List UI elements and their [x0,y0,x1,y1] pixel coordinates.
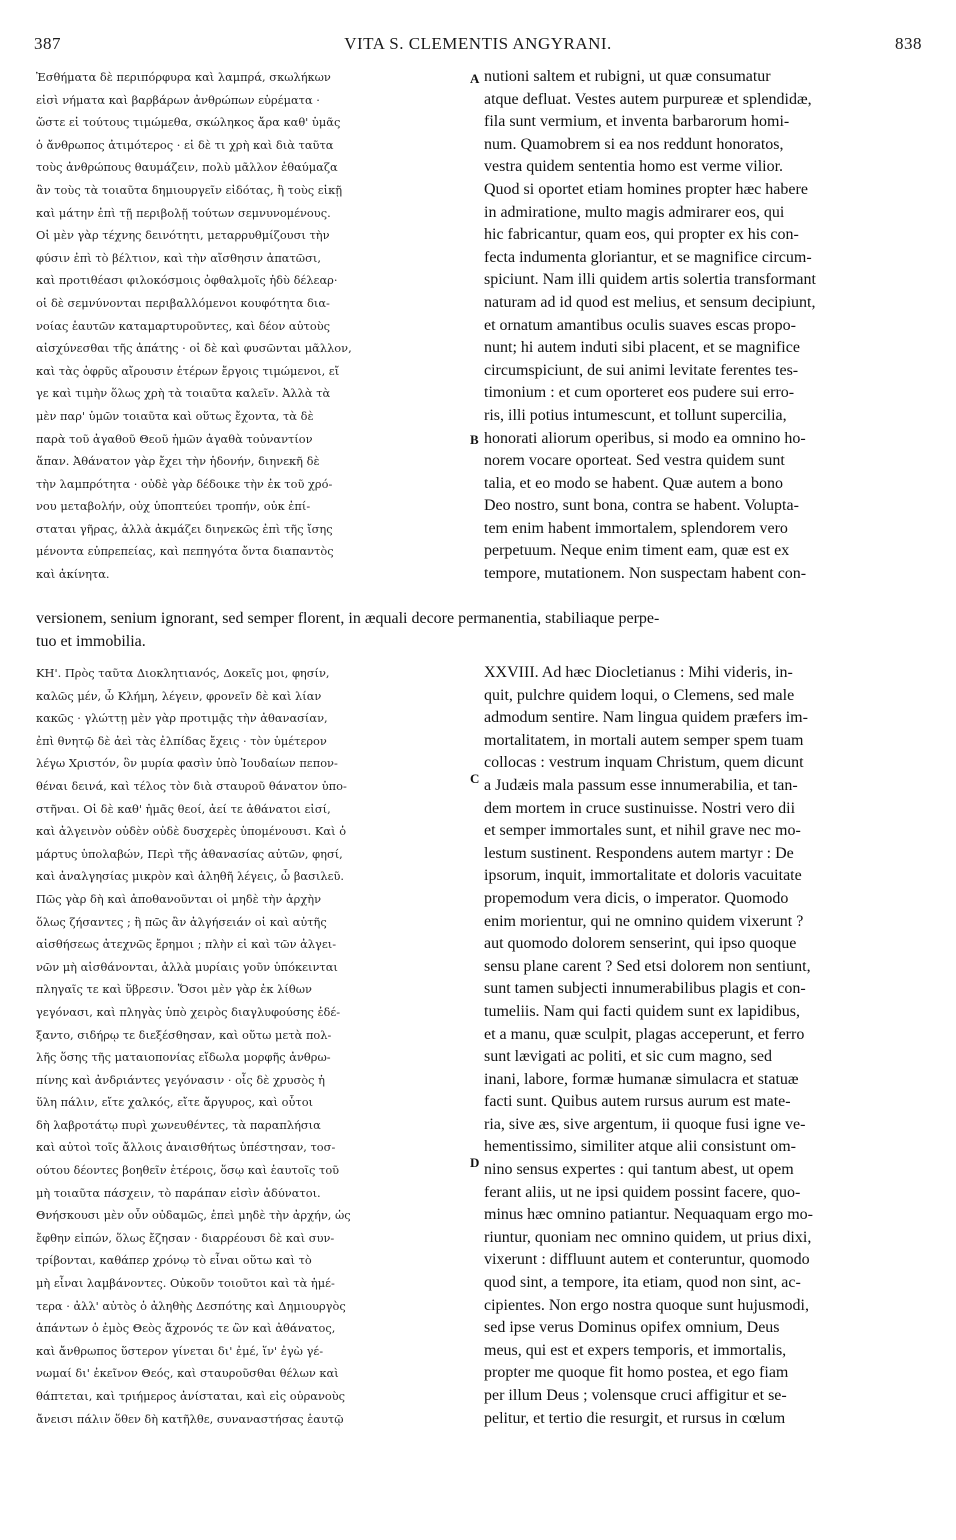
latin-line: honorati aliorum operibus, si modo ea omnino ho- [484,429,806,447]
greek-line: Οἱ μὲν γὰρ τέχνης δεινότητι, μεταρρυθμίζουσι τὴν [36,228,330,243]
greek-line: πληγαῖς τε καὶ ὕβρεσιν. Ὅσοι μὲν γὰρ ἐκ λίθων [36,982,312,997]
greek-line: τερα · ἀλλ' αὐτὸς ὁ ἀληθὴς Δεσπότης καὶ Δημιουργὸς [36,1298,346,1313]
full-width-continuation [36,608,922,653]
greek-line: κακῶς · γλώττῃ μὲν γὰρ προτιμᾷς τὴν ἀθανασίαν, [36,711,328,726]
latin-line: Quod si oportet etiam homines propter hæc habere [484,180,808,198]
greek-line: νωμαί δι' ἐκεῖνον Θεός, καὶ σταυροῦσθαι θέλων καὶ [36,1366,339,1381]
latin-line: sunt tamen subjecti innumerabilibus plagis et con- [484,980,806,998]
latin-line: Deo nostro, sunt bona, contra se habent. Volupta- [484,497,799,515]
latin-line: circumspiciunt, de sui animi levitate ferentes tes- [484,361,799,379]
greek-line: ὕλη πάλιν, εἴτε χαλκός, εἴτε ἄργυρος, καὶ οὗτοι [36,1095,314,1110]
latin-line: tempore, mutationem. Non suspectam habent con- [484,565,807,583]
latin-line: talia, et eo modo se habent. Quæ autem a bono [484,474,784,492]
greek-line: γε καὶ τιμὴν ὅλως χρὴ τὰ τοιαῦτα καλεῖν. Ἀλλὰ τὰ [36,386,331,401]
greek-line: στῆναι. Οἱ δὲ καθ' ἡμᾶς θεοί, ἀεί τε ἀθάνατοι εἰσί, [36,801,331,816]
latin-line: timonium : et cum oporteret eos pudere sui erro- [484,384,795,402]
greek-column-bottom [36,662,472,1430]
latin-line: a Judæis mala passum esse innumerabilia, et tan- [484,776,798,794]
latin-line: nunt; hi autem induti sibi placent, et se magnifice [484,339,800,357]
greek-line: μὴ τοιαῦτα πάσχειν, τὸ παράπαν εἰσὶν ἀδύνατοι. [36,1185,321,1200]
greek-line: νῶν μὴ αἰσθάνονται, ἀλλὰ μυρίαις γοῦν ὑπόκεινται [36,959,338,974]
greek-line: καὶ μάτην ἐπὶ τῇ περιβολῇ τούτων σεμνυνομένους. [36,205,331,220]
greek-line: ἂν τοὺς τὰ τοιαῦτα δημιουργεῖν εἰδότας, ἢ τοὺς εἰκῇ [36,182,343,197]
page-number-right: 838 [895,34,922,53]
latin-line: tem enim habent immortalem, splendorem vero [484,519,788,537]
latin-line: dem mortem in cruce sustinuisse. Nostri vero dii [484,799,796,817]
greek-line: ΚΗ'. Πρὸς ταῦτα Διοκλητιανός, Δοκεῖς μοι, φησίν, [36,666,330,680]
latin-line: inani, labore, formæ humanæ simulacra et statuæ [484,1070,799,1088]
latin-line: hementissimo, similiter atque alii consistunt om- [484,1138,796,1156]
latin-line: in admiratione, multo magis admirarer eos, qui [484,203,785,221]
margin-marker-d: D [470,1155,480,1170]
greek-line: ξαντο, σιδήρῳ τε διεξέσθησαν, καὶ οὕτω μετὰ πολ- [36,1027,332,1042]
greek-line: σταται γῆρας, ἀλλὰ ἀκμάζει διηνεκῶς ἐπὶ τῆς ἴσης [36,521,333,536]
latin-line: sunt lævigati ac politi, et sic cum magno, sed [484,1048,772,1066]
latin-line: minus hæc omnino patiantur. Nequaquam ergo mo- [484,1206,813,1224]
latin-line: XXVIII. Ad hæc Diocletianus : Mihi videris, in- [484,664,793,681]
latin-line: enim morientur, qui ne omnino quidem vixerunt ? [484,912,804,930]
greek-line: τὴν λαμπρότητα · οὐδὲ γὰρ δέδοικε τὴν ἐκ τοῦ χρό- [36,476,333,491]
full-width-line: versionem, senium ignorant, sed semper florent, in æquali decore permanentia, stabiliaque perpe- [36,610,660,627]
latin-line: et ornatum amantibus oculis suaves escas propo- [484,316,796,334]
latin-line: atque defluat. Vestes autem purpureæ et splendidæ, [484,90,812,108]
latin-line: nino sensus expertes : qui tantum abest, ut opem [484,1161,794,1179]
latin-line: aut quomodo dolorem senserint, qui ipso quoque [484,935,797,953]
running-header [34,34,922,58]
latin-line: mortalitatem, in mortali autem semper spem tuam [484,731,804,749]
latin-line: spiciunt. Nam illi quidem artis solertia transformant [484,271,816,289]
greek-line: καλῶς μέν, ὦ Κλήμη, λέγειν, φρονεῖν δὲ καὶ λίαν [36,688,322,703]
latin-line: propter me quoque fit homo postea, et ego fiam [484,1364,789,1382]
greek-line: δὴ λαβροτάτῳ πυρὶ χωνευθέντες, τὰ παραπλήσια [36,1117,321,1132]
latin-line: num. Quamobrem si ea nos reddunt honoratos, [484,135,784,153]
greek-line: νου μεταβολήν, οὐχ ὑποπτεύει τροπήν, οὐκ ἐπί- [36,499,311,514]
greek-line: ἄνεισι πάλιν ὅθεν δὴ κατῆλθε, συναναστήσας ἑαυτῷ [36,1411,344,1426]
latin-line: hic fabricantur, quam eos, qui propter ex his con- [484,226,799,244]
latin-line: et semper immortales sunt, et nihil grave nec mo- [484,822,801,840]
greek-line: εἰσὶ νήματα καὶ βαρβάρων ἀνθρώπων εὑρέματα · [36,92,320,107]
greek-column-top [36,66,472,586]
latin-line: meus, qui est et expers temporis, et immortalis, [484,1341,787,1359]
latin-line: ris, illi potius intumescunt, et tollunt supercilia, [484,406,787,424]
latin-line: vestra quidem sententia homo est verme vilior. [484,158,784,176]
latin-line: norem vocare oporteat. Sed vestra quidem sunt [484,452,785,470]
greek-line: ἅπαν. Ἀθάνατον γὰρ ἔχει τὴν ἡδονήν, διηνεκῆ δὲ [36,454,320,469]
latin-line: fila sunt vermium, et inventa barbarorum homi- [484,113,790,131]
greek-line: Πῶς γὰρ δὴ καὶ ἀποθανοῦνται οἱ μηδὲ τὴν ἀρχὴν [36,891,322,906]
greek-line: μὴ εἶναι λαμβάνοντες. Οὐκοῦν τοιοῦτοι καὶ τὰ ἡμέ- [36,1276,335,1291]
greek-line: ὁ ἄνθρωπος ἀτιμότερος · εἰ δὲ τι χρὴ καὶ διὰ ταῦτα [36,137,334,152]
greek-line: ἔφθην εἰπών, ὅλως ἔζησαν · διαρρέουσι δὲ καὶ συν- [36,1230,335,1245]
greek-line: Ἐσθήματα δὲ περιπόρφυρα καὶ λαμπρά, σκωλήκων [36,70,331,84]
running-title: VITA S. CLEMENTIS ANGYRANI. [344,34,612,53]
greek-line: καὶ τὰς ὀφρῦς αἴρουσιν ἑτέρων ἔργοις τιμώμενοι, εἴ [36,363,340,378]
latin-line: cipientes. Non ergo nostra quoque sunt hujusmodi, [484,1296,809,1314]
greek-line: τρίβονται, καθάπερ χρόνῳ τὸ εἶναι οὕτω καὶ τὸ [36,1253,312,1268]
margin-marker-c: C [470,771,480,786]
latin-line: ferant aliis, ut ne ipsi quidem possint facere, quo- [484,1183,801,1201]
margin-marker-a: A [470,71,480,86]
latin-line: collocas : vestrum inquam Christum, quem dicunt [484,754,804,772]
full-width-line: tuo et immobilia. [36,632,146,650]
greek-line: θάπτεται, καὶ τριήμερος ἀνίσταται, καὶ εἰς οὐρανοὺς [36,1389,346,1403]
latin-line: quod sint, a tempore, ita etiam, quod non sint, ac- [484,1274,801,1292]
latin-line: fecta indumenta gloriantur, et se magnifice circum- [484,248,812,266]
page-number-left: 387 [34,34,61,53]
latin-column-bottom [484,662,922,1430]
greek-line: ὥστε εἰ τούτους τιμώμεθα, σκώληκος ἄρα καθ' ὑμᾶς [36,115,341,130]
greek-line: μάρτυς ὑπολαβών, Περὶ τῆς ἀθανασίας αὐτῶν, φησί, [36,846,343,861]
greek-line: καὶ ἀναλγησίας μικρὸν καὶ ἀληθῆ λέγεις, ὦ βασιλεῦ. [36,869,345,884]
greek-line: Θνήσκουσι μὲν οὖν οὐδαμῶς, ἐπεὶ μηδὲ τὴν ἀρχήν, ὡς [36,1208,351,1223]
greek-line: καὶ ἀλγεινὸν οὐδὲν οὐδὲ δυσχερὲς ὑπομένουσι. Καὶ ὁ [36,824,347,839]
latin-line: per illum Deus ; volensque cruci affigitur et se- [484,1387,787,1404]
latin-line: tumeliis. Nam qui facti quidem sunt ex lapidibus, [484,1002,800,1020]
greek-line: θέναι δεινά, καὶ τέλος τὸν διὰ σταυροῦ θάνατον ὑπο- [36,778,347,793]
greek-line: μὲν παρ' ὑμῶν τοιαῦτα καὶ οὕτως ἔχοντα, τὰ δὲ [36,408,314,423]
greek-line: γεγόνασι, καὶ πληγὰς ὑπὸ χειρὸς διαγλυφούσης ἐδέ- [36,1004,341,1019]
latin-line: et a manu, quæ sculpit, plagas acceperunt, et ferro [484,1025,805,1043]
latin-column-top [484,66,922,586]
latin-line: quit, pulchre quidem loqui, o Clemens, sed male [484,686,795,704]
greek-line: τοὺς ἀνθρώπους θαυμάζειν, πολὺ μᾶλλον ἐθαύμαζα [36,160,338,175]
latin-line: lestum sustinent. Respondens autem martyr : De [484,844,794,862]
latin-line: ria, sive æs, sive argentum, ii quoque fusi igne ve- [484,1115,806,1133]
greek-line: αἰσθήσεως ἀτεχνῶς ἔρημοι ; πλὴν εἰ καὶ τῶν ἀλγει- [36,937,337,952]
greek-line: φύσιν ἐπὶ τὸ βέλτιον, καὶ τὴν αἴσθησιν ἀπατῶσι, [36,250,321,265]
latin-line: admodum sentire. Nam lingua quidem præfers im- [484,709,808,727]
greek-line: μένοντα εὐπρεπείας, καὶ πεπηγότα ὄντα διαπαντὸς [36,544,334,559]
latin-line: propemodum vera dicis, o imperator. Quomodo [484,889,789,907]
greek-line: πίνης καὶ ἀνδριάντες γεγόνασιν · οἷς δὲ χρυσὸς ἡ [36,1072,325,1087]
latin-line: perpetuum. Neque enim timent eam, quæ est ex [484,542,790,560]
latin-line: ipsorum, inquit, immortalitate et doloris vacuitate [484,867,802,885]
greek-line: ἐπὶ θνητῷ δὲ ἀεὶ τὰς ἐλπίδας ἔχεις · τὸν ὑμέτερον [36,733,327,748]
greek-line: οἱ δὲ σεμνύνονται περιβαλλόμενοι κουφότητα δια- [36,295,330,310]
greek-line: λῆς ὅσης τῆς ματαιοπονίας εἴδωλα μορφῆς ἀνθρω- [36,1050,331,1065]
latin-line: pelitur, et tertio die resurgit, et rursus in cœlum [484,1409,786,1427]
greek-line: αἰσχύνεσθαι τῆς ἀπάτης · οἱ δὲ καὶ φυσῶνται μᾶλλον, [36,341,352,356]
latin-line: facti sunt. Quibus autem rursus aurum est mate- [484,1093,791,1111]
greek-line: καὶ προτιθέασι φιλοκόσμοις ὀφθαλμοῖς ἡδὺ δέλεαρ· [36,273,338,288]
greek-line: καὶ αὐτοὶ τοῖς ἄλλοις ἀναισθήτως ὑπέστησαν, τοσ- [36,1140,336,1155]
greek-line: καὶ ἀκίνητα. [36,567,110,582]
greek-line: ἁπάντων ὁ ἐμὸς Θεὸς ἄχρονός τε ὢν καὶ ἀθάνατος, [36,1321,336,1336]
margin-marker-b: B [470,432,479,447]
greek-line: ούτου δέοντες βοηθεῖν ἑτέροις, ὅσῳ καὶ ἑαυτοῖς τοῦ [36,1163,340,1178]
latin-line: riuntur, quoniam nec omnino quidem, ut prius dixi, [484,1228,812,1246]
latin-line: naturam ad id quod est melius, et sensum decipiunt, [484,293,816,311]
latin-line: vixerunt : diffluunt autem et conteruntur, quomodo [484,1251,810,1269]
greek-line: λέγω Χριστόν, ὃν μυρία φασὶν ὑπὸ Ἰουδαίων πεπον- [36,756,338,771]
greek-line: παρὰ τοῦ ἀγαθοῦ Θεοῦ ἡμῶν ἀγαθὰ τοὐναντίον [36,431,313,446]
latin-line: sensu plane carent ? Sed etsi dolorem non sentiunt, [484,957,811,975]
greek-line: καὶ ἄνθρωπος ὕστερον γίνεται δι' ἐμέ, ἵν' ἐγὼ γέ- [36,1343,324,1358]
latin-line: nutioni saltem et rubigni, ut quæ consumatur [484,68,771,85]
greek-line: ὅλως ζήσαντες ; ἢ πῶς ἂν ἀλγήσειάν οἱ καὶ αὐτῆς [36,914,327,929]
greek-line: νοίας ἑαυτῶν καταμαρτυροῦντες, καὶ δέον αὐτοὺς [36,318,330,333]
latin-line: sed ipse verus Dominus opifex omnium, Deus [484,1319,780,1337]
